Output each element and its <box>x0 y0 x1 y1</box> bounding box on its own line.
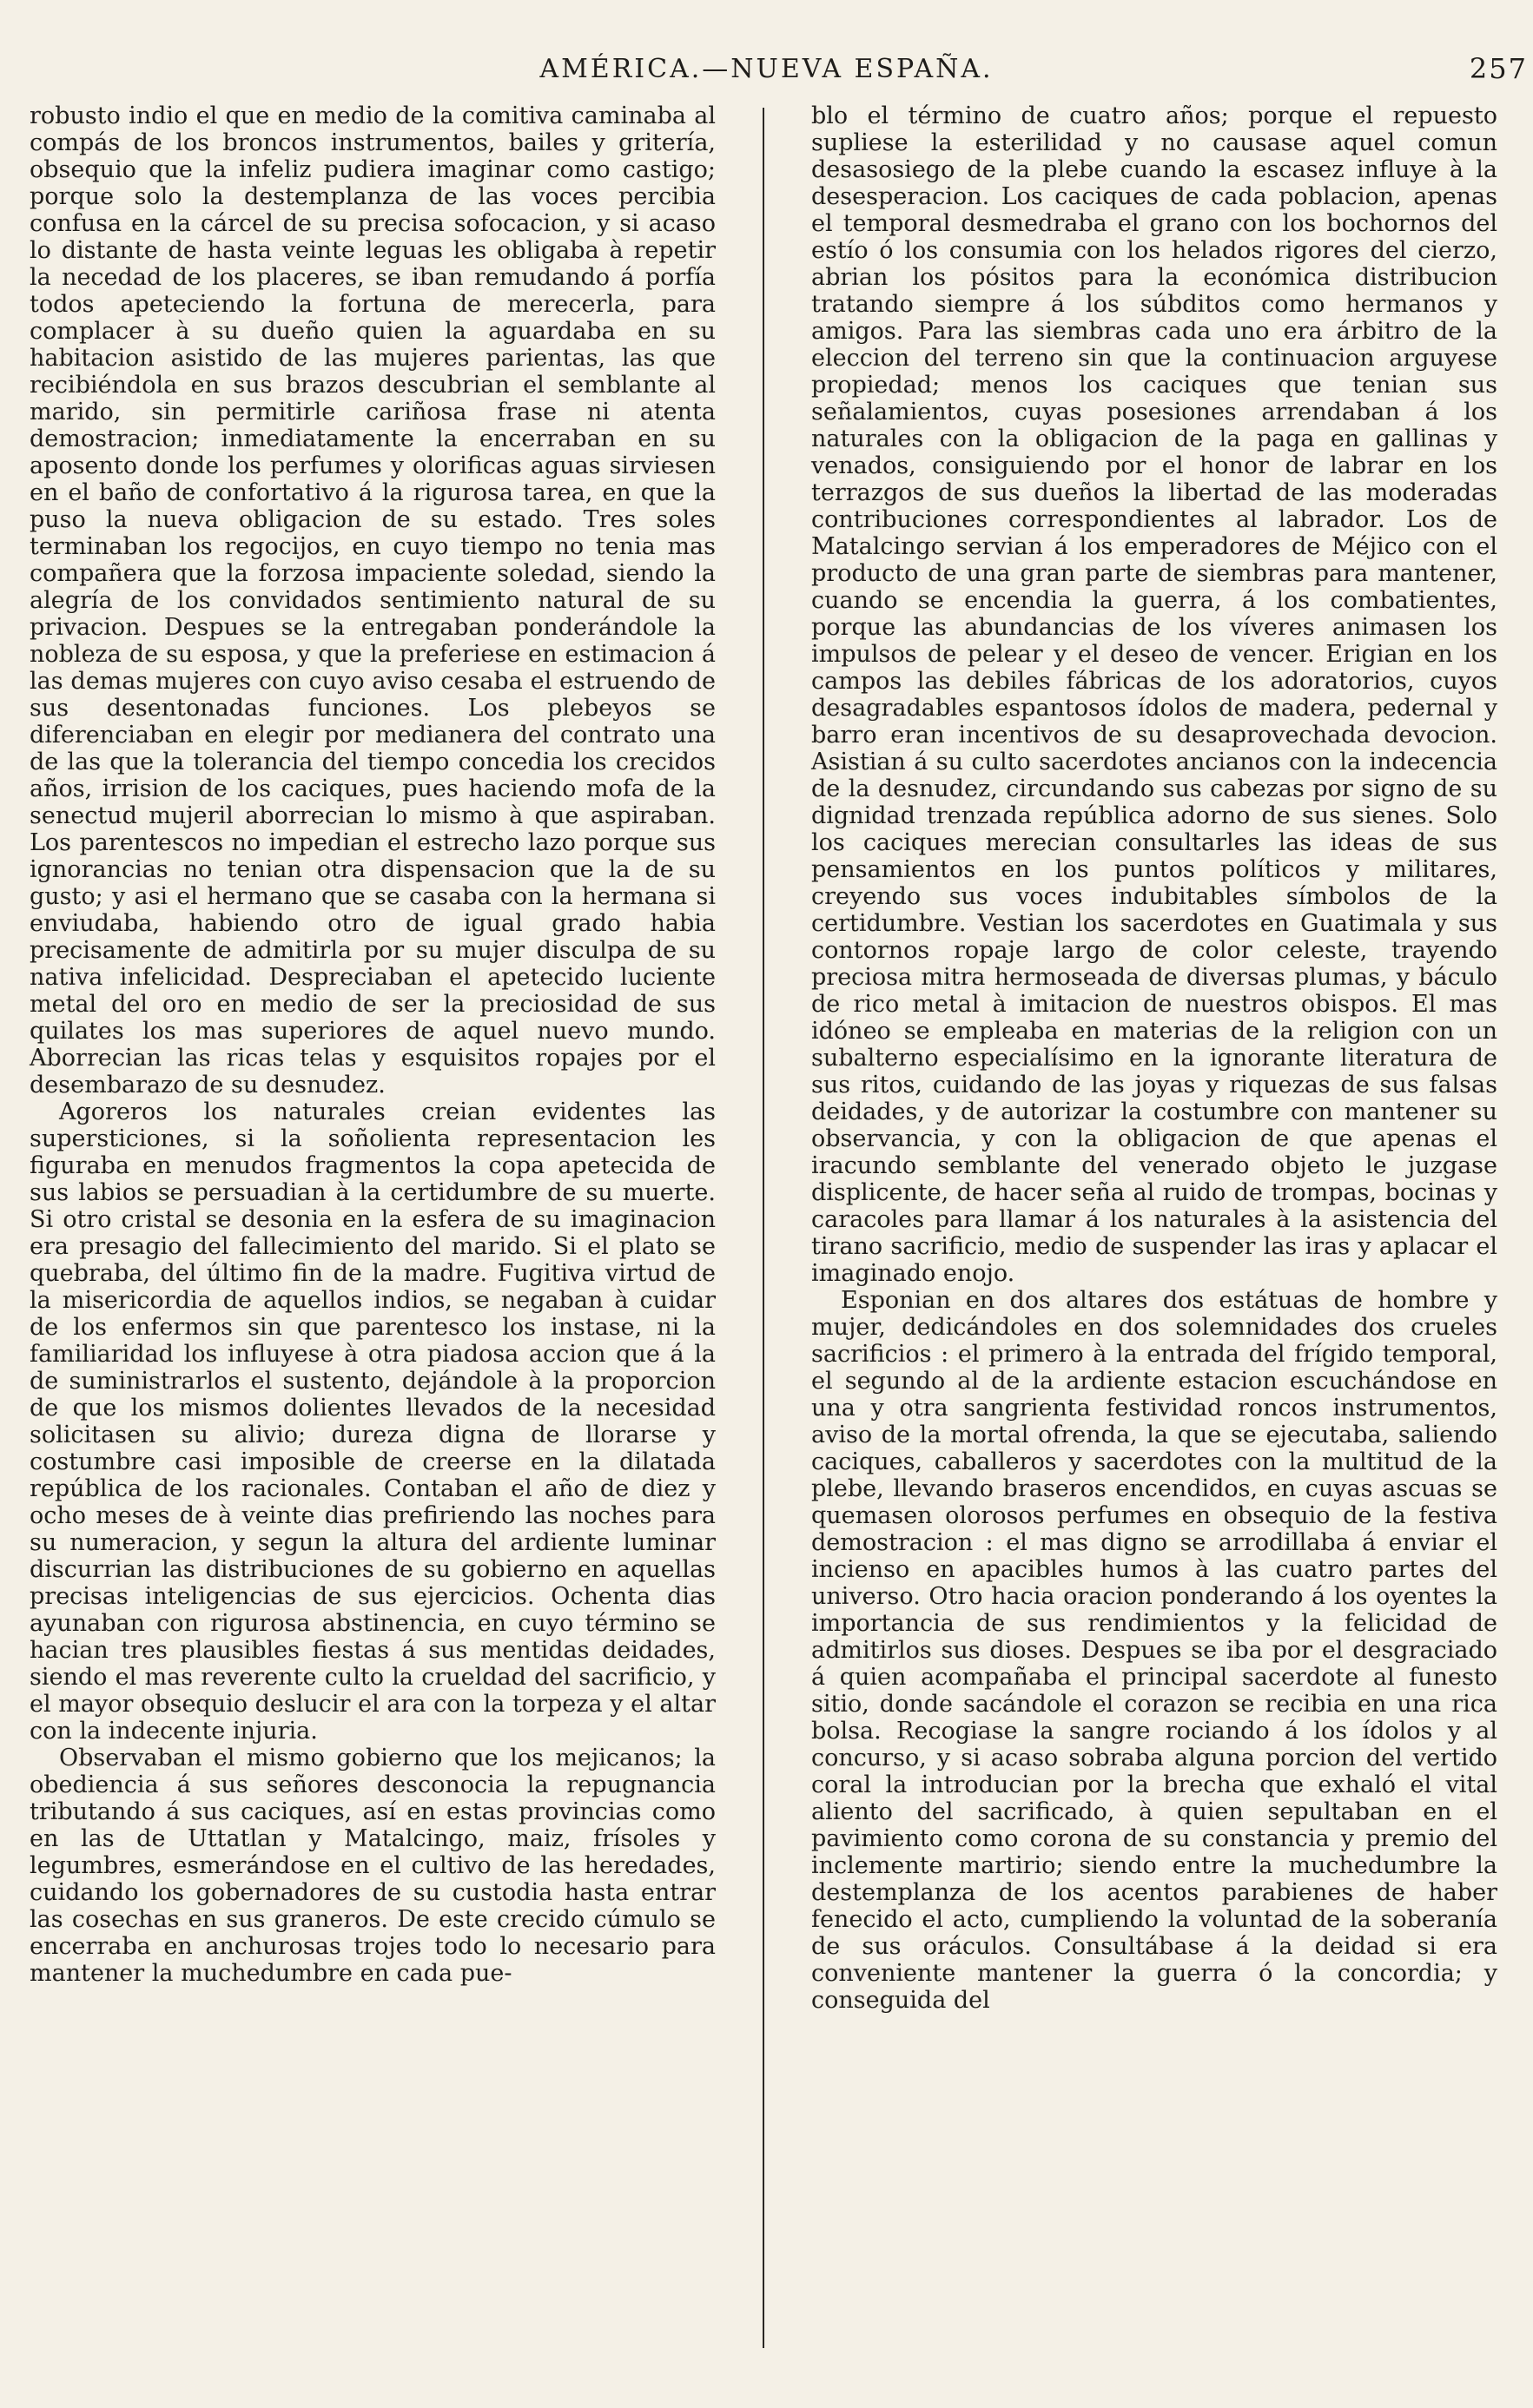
left-column <box>30 102 716 2369</box>
paragraph: blo el término de cuatro años; porque el repuesto supliese la esterilidad y no causase aquel comun desasosiego de la plebe cuando la escasez influye à la desesperacion. Los caciques de cada poblacion, apenas el temporal desmedraba el grano con los bochornos del estío ó los consumia con los helados rigores del cierzo, abrian los pósitos para la económica distribucion tratando siempre á los súbditos como hermanos y amigos. Para las siembras cada uno era árbitro de la eleccion del terreno sin que la continuacion arguyese propiedad; menos los caciques que tenian sus señalamientos, cuyas posesiones arrendaban á los naturales con la obligacion de la paga en gallinas y venados, consiguiendo por el honor de labrar en los terrazgos de sus dueños la libertad de las moderadas contribuciones correspondientes al labrador. Los de Matalcingo servian á los emperadores de Méjico con el producto de una gran parte de siembras para mantener, cuando se encendia la guerra, á los combatientes, porque las abundancias de los víveres animasen los impulsos de pelear y el deseo de vencer. Erigian en los campos las debiles fábricas de los adoratorios, cuyos desagradables espantosos ídolos de madera, pedernal y barro eran incentivos de su desaprovechada devocion. Asistian á su culto sacerdotes ancianos con la indecencia de la desnudez, circundando sus cabezas por signo de su dignidad trenzada república adorno de sus sienes. Solo los caciques merecian consultarles las ideas de sus pensamientos en los puntos políticos y militares, creyendo sus voces indubitables símbolos de la certidumbre. Vestian los sacerdotes en Guatimala y sus contornos ropaje largo de color celeste, trayendo preciosa mitra hermoseada de diversas plumas, y báculo de rico metal à imitacion de nuestros obispos. El mas idóneo se empleaba en materias de la religion con un subalterno especialísimo en la ignorante literatura de sus ritos, cuidando de las joyas y riquezas de sus falsas deidades, y de autorizar la costumbre con mantener su observancia, y con la obligacion de que apenas el iracundo semblante del venerado objeto le juzgase displicente, de hacer seña al ruido de trompas, bocinas y caracoles para llamar á los naturales à la asistencia del tirano sacrificio, medio de suspender las iras y aplacar el imaginado enojo. <box>811 102 1497 1287</box>
paragraph: robusto indio el que en medio de la comitiva caminaba al compás de los broncos instrumentos, bailes y gritería, obsequio que la infeliz pudiera imaginar como castigo; porque solo la destemplanza de las voces percibia confusa en la cárcel de su precisa sofocacion, y si acaso lo distante de hasta veinte leguas les obligaba à repetir la necedad de los placeres, se iban remudando á porfía todos apeteciendo la fortuna de merecerla, para complacer à su dueño quien la aguardaba en su habitacion asistido de las mujeres parientas, las que recibiéndola en sus brazos descubrian el semblante al marido, sin permitirle cariñosa frase ni atenta demostracion; inmediatamente la encerraban en su aposento donde los perfumes y olorificas aguas sirviesen en el baño de confortativo á la rigurosa tarea, en que la puso la nueva obligacion de su estado. Tres soles terminaban los regocijos, en cuyo tiempo no tenia mas compañera que la forzosa impaciente soledad, siendo la alegría de los convidados sentimiento natural de su privacion. Despues se la entregaban ponderándole la nobleza de su esposa, y que la preferiese en estimacion á las demas mujeres con cuyo aviso cesaba el estruendo de sus desentonadas funciones. Los plebeyos se diferenciaban en elegir por medianera del contrato una de las que la tolerancia del tiempo concedia los crecidos años, irrision de los caciques, pues haciendo mofa de la senectud mujeril aborrecian lo mismo à que aspiraban. Los parentescos no impedian el estrecho lazo porque sus ignorancias no tenian otra dispensacion que la de su gusto; y asi el hermano que se casaba con la hermana si enviudaba, habiendo otro de igual grado habia precisamente de admitirla por su mujer disculpa de su nativa infelicidad. Despreciaban el apetecido luciente metal del oro en medio de ser la preciosidad de sus quilates los mas superiores de aquel nuevo mundo. Aborrecian las ricas telas y esquisitos ropajes por el desembarazo de su desnudez. <box>30 102 716 1098</box>
paragraph: Agoreros los naturales creian evidentes las supersticiones, si la soñolienta representacion les figuraba en menudos fragmentos la copa apetecida de sus labios se persuadian à la certidumbre de su muerte. Si otro cristal se desonia en la esfera de su imaginacion era presagio del fallecimiento del marido. Si el plato se quebraba, del último fin de la madre. Fugitiva virtud de la misericordia de aquellos indios, se negaban à cuidar de los enfermos sin que parentesco los instase, ni la familiaridad los influyese à otra piadosa accion que á la de suministrarlos el sustento, dejándole à la proporcion de que los mismos dolientes llevados de la necesidad solicitasen su alivio; dureza digna de llorarse y costumbre casi imposible de creerse en la dilatada república de los racionales. Contaban el año de diez y ocho meses de à veinte dias prefiriendo las noches para su numeracion, y segun la altura del ardiente luminar discurrian las distribuciones de su gobierno en aquellas precisas inteligencias de sus ejercicios. Ochenta dias ayunaban con rigurosa abstinencia, en cuyo término se hacian tres plausibles fiestas á sus mentidas deidades, siendo el mas reverente culto la crueldad del sacrificio, y el mayor obsequio deslucir el ara con la torpeza y el altar con la indecente injuria. <box>30 1098 716 1745</box>
page-header <box>0 54 1533 89</box>
running-head: AMÉRICA.—NUEVA ESPAÑA. <box>539 54 994 84</box>
column-divider <box>763 108 764 2348</box>
paragraph: Esponian en dos altares dos estátuas de hombre y mujer, dedicándoles en dos solemnidades dos crueles sacrificios : el primero à la entrada del frígido temporal, el segundo al de la ardiente estacion escuchándose en una y otra sangrienta festividad roncos instrumentos, aviso de la mortal ofrenda, la que se ejecutaba, saliendo caciques, caballeros y sacerdotes con la multitud de la plebe, llevando braseros encendidos, en cuyas ascuas se quemasen olorosos perfumes en obsequio de la festiva demostracion : el mas digno se arrodillaba á enviar el incienso en apacibles humos à las cuatro partes del universo. Otro hacia oracion ponderando á los oyentes la importancia de sus rendimientos y la felicidad de admitirlos sus dioses. Despues se iba por el desgraciado á quien acompañaba el principal sacerdote al funesto sitio, donde sacándole el corazon se recibia en una rica bolsa. Recogiase la sangre rociando á los ídolos y al concurso, y si acaso sobraba alguna porcion del vertido coral la introducian por la brecha que exhaló el vital aliento del sacrificado, à quien sepultaban en el pavimiento como corona de su constancia y premio del inclemente martirio; siendo entre la muchedumbre la destemplanza de los acentos parabienes de haber fenecido el acto, cumpliendo la voluntad de la soberanía de sus oráculos. Consultábase á la deidad si era conveniente mantener la guerra ó la concordia; y conseguida del <box>811 1287 1497 2014</box>
paragraph: Observaban el mismo gobierno que los mejicanos; la obediencia á sus señores desconocia la repugnancia tributando á sus caciques, así en estas provincias como en las de Uttatlan y Matalcingo, maiz, frísoles y legumbres, esmerándose en el cultivo de las heredades, cuidando los gobernadores de su custodia hasta entrar las cosechas en sus graneros. De este crecido cúmulo se encerraba en anchurosas trojes todo lo necesario para mantener la muchedumbre en cada pue- <box>30 1745 716 1987</box>
right-column <box>811 102 1497 2369</box>
text-columns <box>30 102 1497 2369</box>
page-number: 257 <box>1469 52 1528 85</box>
